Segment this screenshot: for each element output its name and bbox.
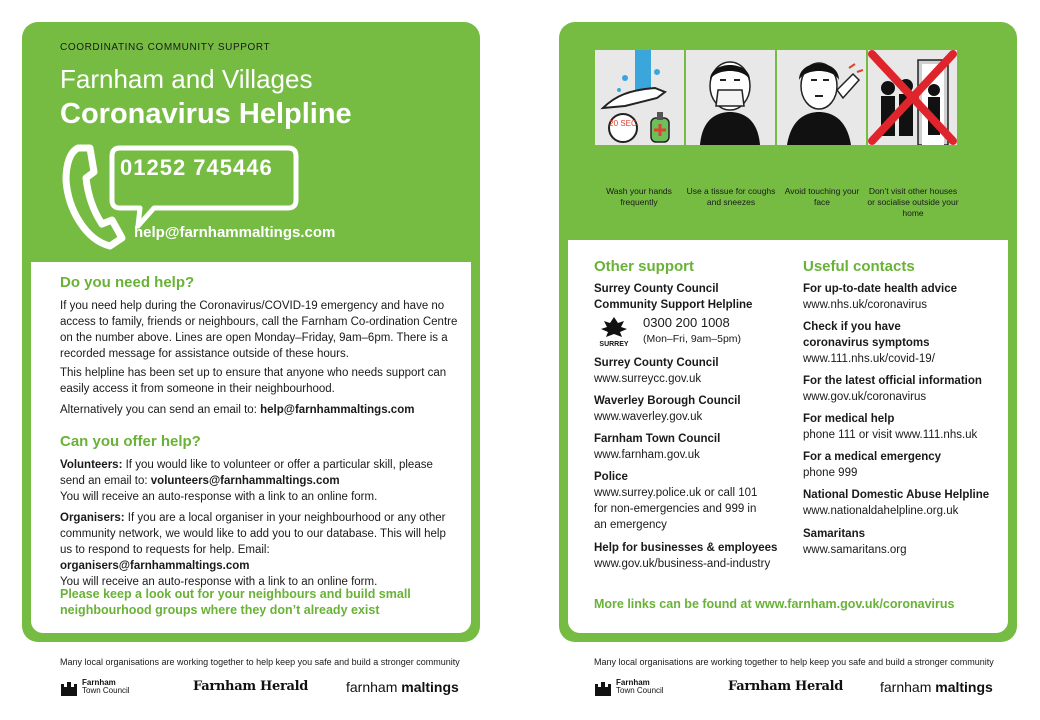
title-line-2: Coronavirus Helpline — [60, 98, 352, 130]
castle-icon — [594, 678, 612, 696]
left-footer-text: Many local organisations are working together to help keep you safe and build a stronger community — [60, 657, 460, 667]
tissue-caption: Use a tissue for coughs and sneezes — [686, 186, 776, 207]
neighbours-callout: Please keep a look out for your neighbours and build small neighbourhood groups where they don’t already exist — [60, 587, 411, 617]
tissue-illustration — [686, 50, 775, 145]
left-page — [22, 22, 480, 642]
other-support-link[interactable]: www.surreycc.gov.uk — [594, 373, 702, 385]
useful-contact-link[interactable]: phone 999 — [803, 467, 858, 479]
no-visits-caption: Don’t visit other houses or socialise outside your home — [867, 186, 959, 218]
useful-contact-item: Samaritans www.samaritans.org — [803, 526, 1013, 558]
title-line-1: Farnham and Villages — [60, 64, 313, 94]
avoid-touching-face-illustration — [777, 50, 866, 145]
more-links-note[interactable]: More links can be found at www.farnham.gov.uk/coronavirus — [594, 597, 955, 611]
need-help-para-3: Alternatively you can send an email to: help@farnhammaltings.com — [60, 404, 415, 416]
other-support-link[interactable]: www.waverley.gov.uk — [594, 411, 703, 423]
no-visits-illustration — [868, 50, 957, 145]
other-support-item: Farnham Town Council www.farnham.gov.uk — [594, 431, 804, 463]
castle-icon — [60, 678, 78, 696]
useful-contact-link[interactable]: www.nhs.uk/coronavirus — [803, 299, 927, 311]
useful-contact-item: Check if you have coronavirus symptoms www.111.nhs.uk/covid-19/ — [803, 319, 943, 367]
helpline-phone-number[interactable]: 01252 745446 — [120, 155, 273, 180]
farnham-town-council-logo: Farnham Town Council — [594, 676, 664, 698]
other-support-item: Surrey County Council www.surreycc.gov.uk — [594, 355, 804, 387]
kicker: COORDINATING COMMUNITY SUPPORT — [60, 42, 271, 53]
need-help-para-2: This helpline has been set up to ensure that anyone who needs support can easily access it from someone in their neighbourhood. — [60, 367, 447, 395]
useful-contact-item: For a medical emergency phone 999 — [803, 449, 1013, 481]
surrey-logo — [594, 315, 634, 349]
other-support-item: Waverley Borough Council www.waverley.gov.uk — [594, 393, 804, 425]
wash-hands-caption: Wash your hands frequently — [606, 186, 672, 207]
useful-contact-link[interactable]: www.111.nhs.uk/covid-19/ — [803, 353, 935, 365]
surrey-helpline-phone[interactable]: 0300 200 1008 — [643, 315, 730, 330]
need-help-email-link[interactable]: help@farnhammaltings.com — [260, 404, 415, 416]
farnham-maltings-logo: farnham maltings — [880, 679, 993, 695]
helpline-email[interactable]: help@farnhammaltings.com — [134, 224, 336, 241]
need-help-heading: Do you need help? — [60, 274, 195, 291]
other-support-heading: Other support — [594, 258, 694, 275]
surrey-helpline-hours: (Mon–Fri, 9am–5pm) — [643, 333, 742, 345]
avoid-touching-caption: Avoid touching your face — [784, 186, 860, 207]
farnham-maltings-logo: farnham maltings — [346, 679, 459, 695]
useful-contact-item: For the latest official information www.gov.uk/coronavirus — [803, 373, 1013, 405]
other-support-link[interactable]: www.surrey.police.uk or call 101 for non-emergencies and 999 in an emergency — [594, 487, 758, 531]
useful-contact-link[interactable]: www.samaritans.org — [803, 544, 907, 556]
useful-contact-link[interactable]: phone 111 or visit www.111.nhs.uk — [803, 429, 978, 441]
right-footer-text: Many local organisations are working together to help keep you safe and build a stronger community — [594, 657, 994, 667]
other-support-item: Police www.surrey.police.uk or call 101 for non-emergencies and 999 in an emergency — [594, 469, 764, 533]
farnham-herald-logo: Farnham Herald — [728, 679, 844, 694]
useful-contact-item: For medical help phone 111 or visit www.111.nhs.uk — [803, 411, 1013, 443]
timer-badge: 20 SEC — [609, 119, 637, 128]
right-page — [559, 22, 1017, 642]
wash-hands-illustration — [595, 50, 684, 145]
need-help-para-1: If you need help during the Coronavirus/COVID-19 emergency and have no access to family, friends or neighbours, call the Farnham Co-ordination Centre on the number above. Lines are open Monday–Friday, 9am–6pm. There is a recorded message for assistance outside of these hours. — [60, 300, 458, 360]
useful-contact-link[interactable]: www.nationaldahelpline.org.uk — [803, 505, 959, 517]
surrey-helpline-title: Surrey County Council Community Support Helpline — [594, 283, 753, 311]
useful-contacts-heading: Useful contacts — [803, 258, 915, 275]
useful-contact-link[interactable]: www.gov.uk/coronavirus — [803, 391, 927, 403]
useful-contact-item: National Domestic Abuse Helpline www.nationaldahelpline.org.uk — [803, 487, 1013, 519]
surrey-helpline-item — [594, 281, 774, 313]
right-content-panel — [568, 240, 1008, 633]
svg-text:SURREY: SURREY — [599, 341, 629, 348]
volunteers-para: Volunteers: If you would like to volunteer or offer a particular skill, please send an email to: volunteers@farnhammaltings.com You will receive an auto-response with a link to an online form. — [60, 459, 433, 503]
farnham-town-council-logo: Farnham Town Council — [60, 676, 130, 698]
organisers-email-link[interactable]: organisers@farnhammaltings.com — [60, 560, 250, 572]
left-content-panel — [31, 262, 471, 633]
volunteers-email-link[interactable]: volunteers@farnhammaltings.com — [150, 475, 340, 487]
other-support-item: Help for businesses & employees www.gov.uk/business-and-industry — [594, 540, 804, 572]
organisers-para: Organisers: If you are a local organiser in your neighbourhood or any other community network, we would like to add you to our database. This will help us to respond to requests for help. Email: organisers@farnhammaltings.com You will receive an auto-response with a link to an online form. — [60, 512, 446, 588]
useful-contact-item: For up-to-date health advice www.nhs.uk/coronavirus — [803, 281, 1013, 313]
farnham-herald-logo: Farnham Herald — [193, 679, 309, 694]
offer-help-heading: Can you offer help? — [60, 433, 201, 450]
other-support-link[interactable]: www.gov.uk/business-and-industry — [594, 558, 771, 570]
other-support-link[interactable]: www.farnham.gov.uk — [594, 449, 700, 461]
